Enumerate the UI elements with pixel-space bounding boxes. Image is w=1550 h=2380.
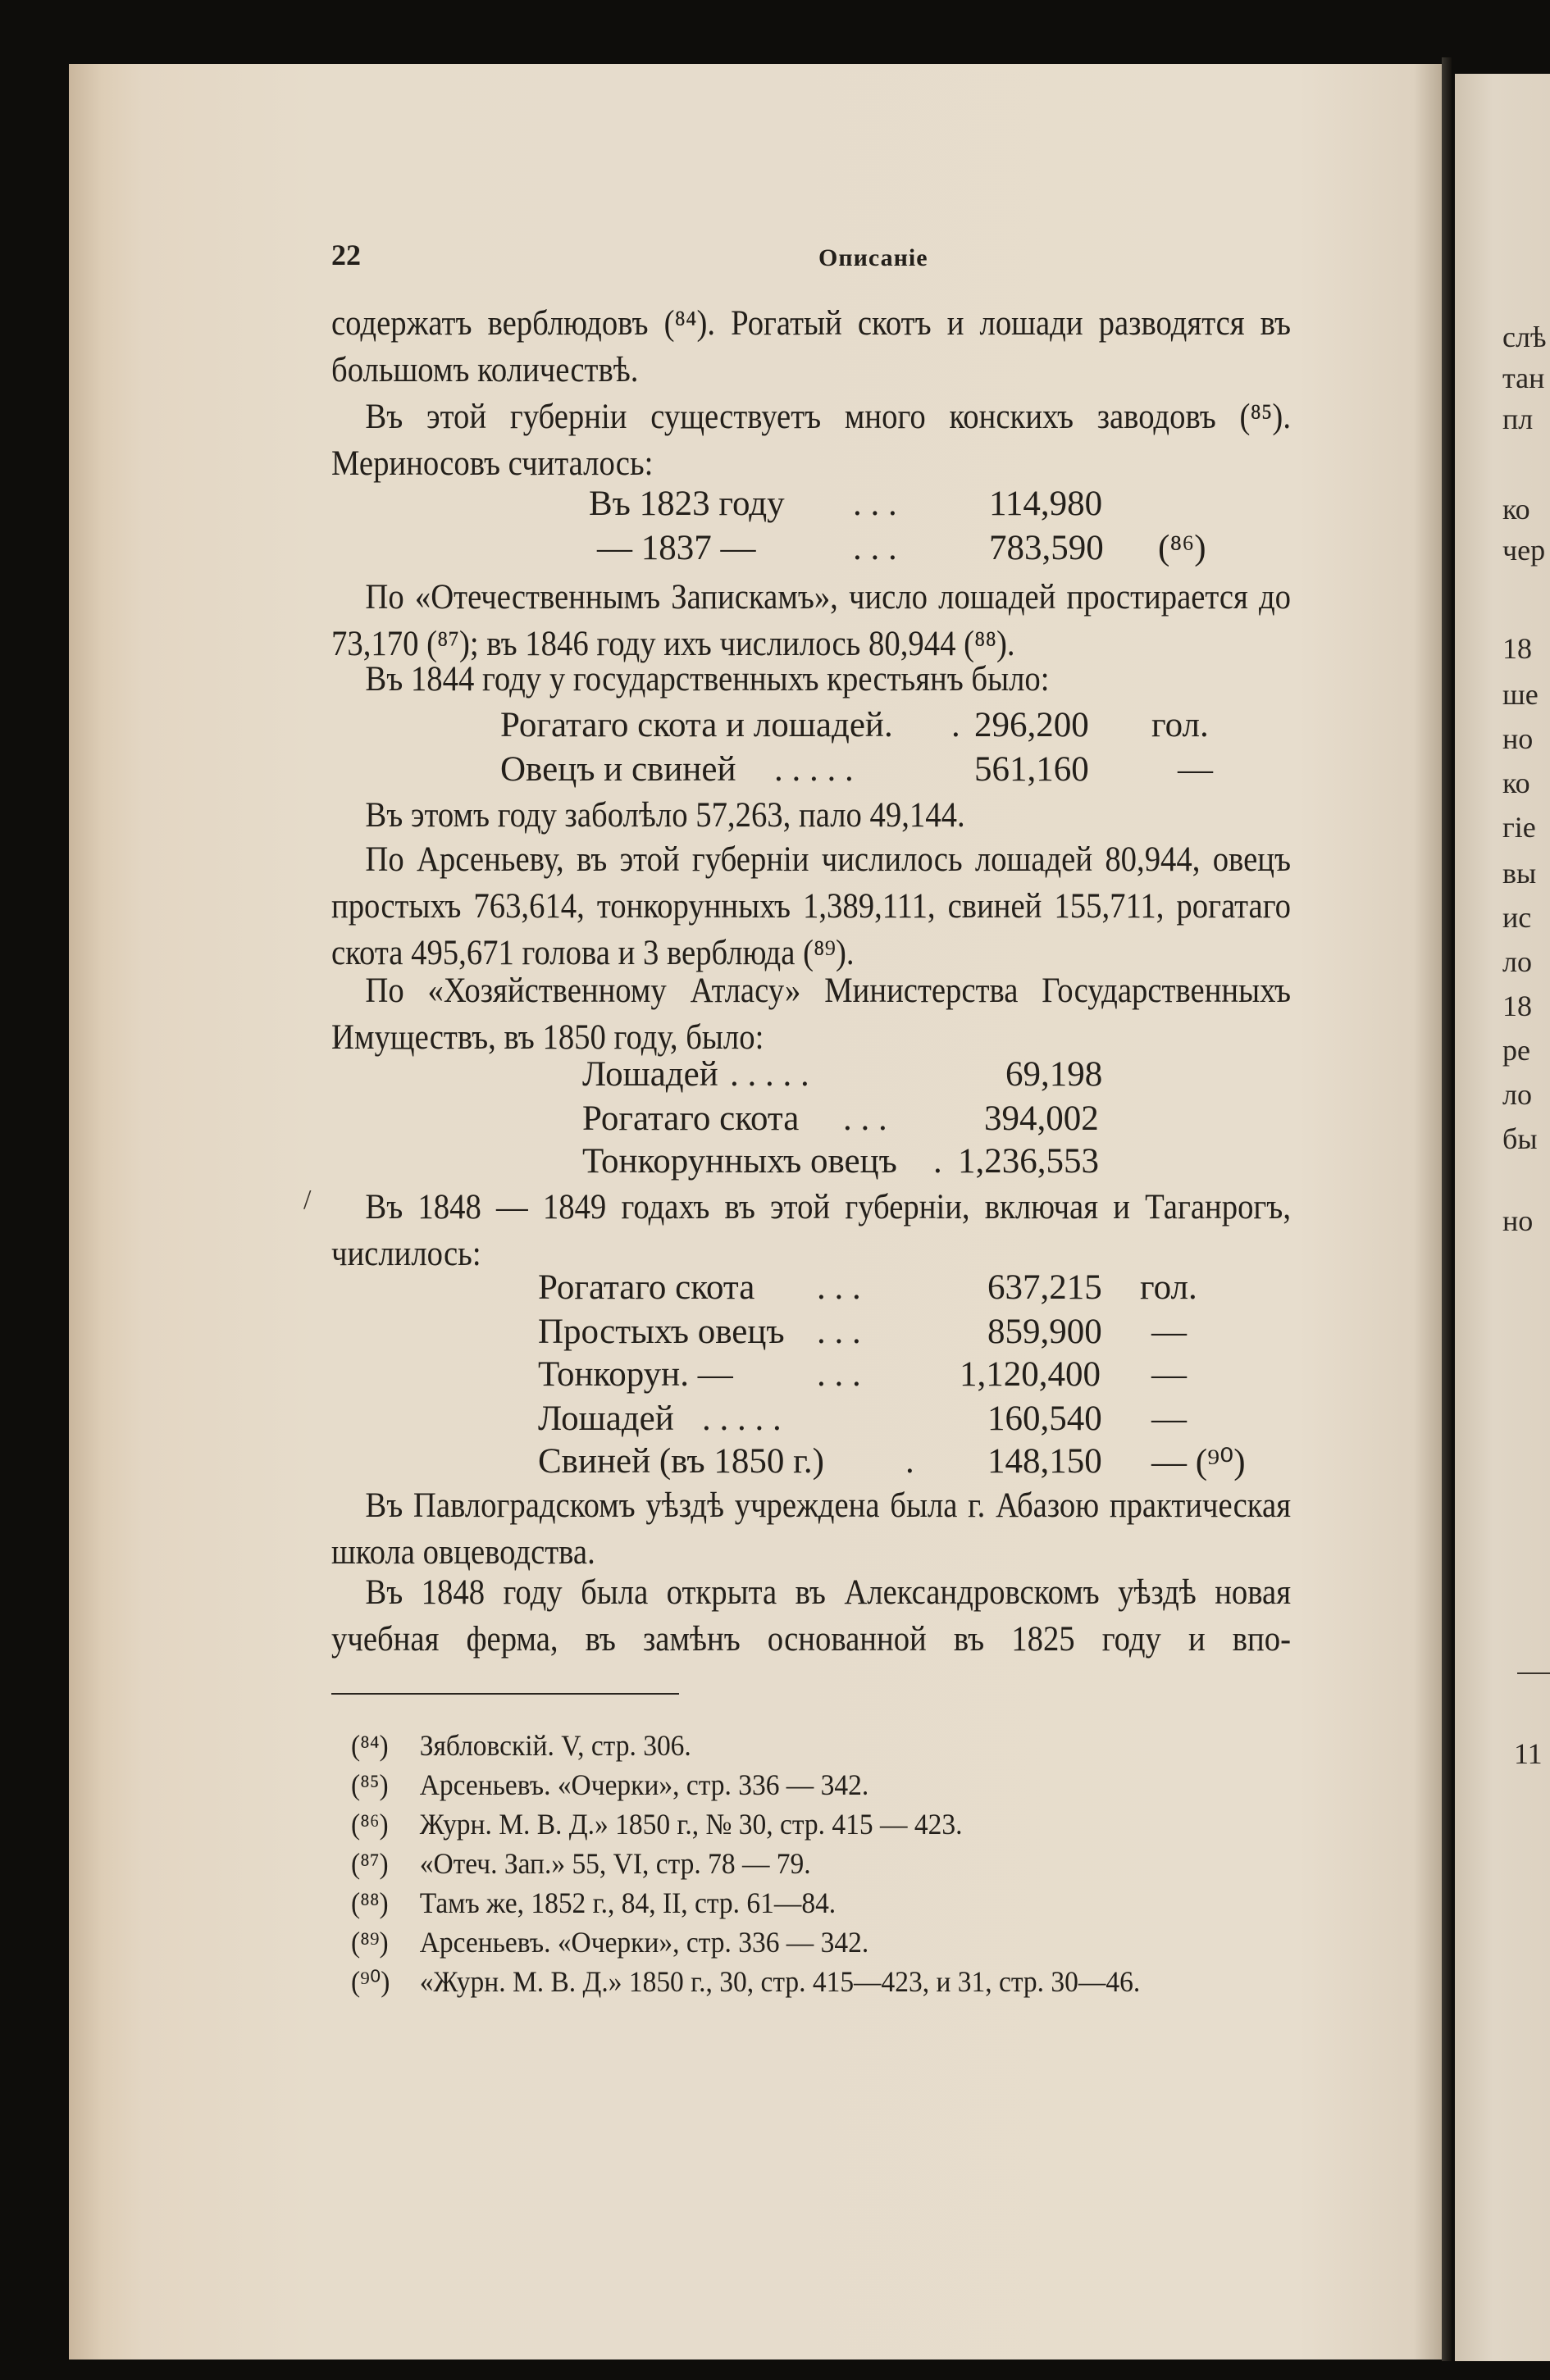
table-value: 637,215 [987,1268,1102,1307]
table-label: Простыхъ овецъ [538,1313,785,1351]
table-value: 394,002 [984,1099,1099,1138]
footnote-mark: (⁸⁹) [351,1926,389,1959]
paragraph-10 [331,1569,1291,1663]
table-dots: . . . . . [702,1399,782,1438]
next-page-fragment: слѣ [1502,321,1547,353]
footnote-text: Тамъ же, 1852 г., 84, II, стр. 61—84. [419,1886,837,1919]
next-page-fragment: чер [1502,534,1546,567]
table-value: 783,590 [989,529,1104,567]
footnote-text: Журн. М. В. Д.» 1850 г., № 30, стр. 415 — 423. [419,1808,963,1841]
table-dots: . . . . . [774,750,854,789]
paragraph-text: Въ 1844 году у государственныхъ крестьянъ было: [365,660,1050,699]
footnote-text: Арсеньевъ. «Очерки», стр. 336 — 342. [419,1768,869,1801]
paragraph-5 [331,792,1291,839]
page-number: 22 [331,239,361,271]
paragraph-text: Въ 1848 году была открыта въ Александровскомъ уѣздѣ новая учебная ферма, въ замѣнъ основанной въ 1825 году и впо- [331,1573,1291,1659]
table-dots: . . . [817,1313,861,1351]
paragraph-4 [331,656,1291,703]
page-gutter [1442,57,1452,2361]
next-page-fragment: гіе [1502,811,1536,844]
table-value: 1,236,553 [958,1142,1099,1181]
next-page-fragment: ко [1502,767,1530,799]
table-unit: гол. [1140,1268,1197,1307]
table-label: Въ 1823 году [589,485,785,523]
next-page-rule [1517,1672,1550,1674]
footnote-mark: (⁸⁷) [351,1847,389,1880]
footnote [351,1964,1140,1999]
table-dots: . . . [853,529,897,567]
stray-margin-mark: / [303,1185,312,1215]
paragraph-text: По «Хозяйственному Атласу» Министерства Государственныхъ Имуществъ, въ 1850 году, было: [331,972,1291,1057]
footnote-rule [331,1693,679,1695]
table-unit: — (⁹⁰) [1151,1443,1246,1481]
next-page-fragment: ис [1502,901,1532,934]
table-value: 160,540 [987,1399,1102,1438]
table-dots: . . . [817,1268,861,1307]
paragraph-7 [331,967,1291,1061]
table-value: 148,150 [987,1442,1102,1481]
paragraph-3 [331,574,1291,667]
paragraph-text: Въ этой губерніи существуетъ много конскихъ заводовъ (⁸⁵). Мериносовъ считалось: [331,398,1291,483]
footnote-text: Зябловскій. V, стр. 306. [419,1729,691,1762]
next-page-fragment: 18 [1502,632,1532,665]
paragraph-text: По «Отечественнымъ Запискамъ», число лошадей простирается до 73,170 (⁸⁷); въ 1846 году ихъ числилось 80,944 (⁸⁸). [331,578,1291,663]
table-label: Лошадей [538,1399,674,1438]
paragraph-1 [331,300,1291,394]
footnote-text: «Отеч. Зап.» 55, VI, стр. 78 — 79. [419,1847,811,1880]
next-page-fragment: но [1502,722,1534,755]
next-page-fragment: ше [1502,678,1539,711]
table-dots: . . . [843,1099,887,1138]
paragraph-text: Въ 1848 — 1849 годахъ въ этой губерніи, включая и Таганрогъ, числилось: [331,1188,1291,1273]
table-label: Рогатаго скота [538,1268,755,1307]
table-label: Тонкорун. — [538,1355,733,1394]
table-label: Овецъ и свиней [500,750,736,789]
table-dots: . [951,706,960,744]
footnote-text: Арсеньевъ. «Очерки», стр. 336 — 342. [419,1926,869,1959]
next-page-fragment: ло [1502,1078,1532,1111]
paragraph-text: По Арсеньеву, въ этой губерніи числилось лошадей 80,944, овецъ простыхъ 763,614, тонкорунныхъ 1,389,111, свиней 155,711, рогатаго скота 495,671 голова и 3 верблюда (⁸⁹). [331,840,1291,972]
table-label: Свиней (въ 1850 г.) [538,1442,824,1481]
table-note: (⁸⁶) [1158,529,1206,567]
paragraph-6 [331,836,1291,976]
table-unit: гол. [1151,706,1209,744]
next-page-fragment: ре [1502,1034,1530,1067]
footnote-mark: (⁸⁴) [351,1729,389,1762]
footnote-text: «Журн. М. В. Д.» 1850 г., 30, стр. 415—423, и 31, стр. 30—46. [419,1965,1141,1998]
footnote [351,1768,868,1802]
table-label: Рогатаго скота и лошадей. [500,706,893,744]
footnote-mark: (⁸⁸) [351,1886,389,1919]
table-unit: — [1151,1399,1187,1438]
next-page-fragment: пл [1502,403,1534,435]
next-page-fragment: 11 [1514,1737,1543,1770]
paragraph-text: Въ Павлоградскомъ уѣздѣ учреждена была г. Абазою практическая школа овцеводства. [331,1486,1291,1572]
table-label: Лошадей [582,1055,718,1094]
footnote [351,1886,836,1920]
table-value: 114,980 [989,485,1103,523]
footnote-mark: (⁸⁶) [351,1808,389,1841]
table-dots: . [933,1142,942,1181]
footnote [351,1807,962,1841]
next-page-fragment: ло [1502,945,1532,978]
paragraph-8 [331,1184,1291,1277]
table-value: 859,900 [987,1313,1102,1351]
table-label: Тонкорунныхъ овецъ [582,1142,897,1181]
footnote-mark: (⁸⁵) [351,1768,389,1801]
paragraph-text: содержатъ верблюдовъ (⁸⁴). Рогатый скотъ и лошади разводятся въ большомъ количествѣ. [331,304,1291,389]
next-page-fragment: бы [1502,1122,1538,1155]
table-value: 1,120,400 [960,1355,1101,1394]
table-unit: — [1178,750,1213,789]
table-value: 296,200 [974,706,1089,744]
footnote [351,1728,691,1763]
footnote [351,1925,868,1959]
next-page-fragment: вы [1502,857,1537,890]
paragraph-2 [331,394,1291,487]
table-label: Рогатаго скота [582,1099,800,1138]
footnote [351,1846,811,1881]
table-label: — 1837 — [597,529,756,567]
table-dots: . . . [853,485,897,523]
table-unit: — [1151,1355,1187,1394]
next-page-fragment: тан [1502,362,1545,394]
paragraph-text: Въ этомъ году заболѣло 57,263, пало 49,144. [365,796,965,835]
next-page-fragment: но [1502,1204,1534,1237]
table-value: 561,160 [974,750,1089,789]
paragraph-9 [331,1482,1291,1576]
table-unit: — [1151,1313,1187,1351]
next-page-fragment: ко [1502,493,1530,526]
table-dots: . [905,1442,914,1481]
running-title: Описаніе [818,244,928,271]
table-dots: . . . [817,1355,861,1394]
footnote-mark: (⁹⁰) [351,1965,390,1998]
table-value: 69,198 [1005,1055,1103,1094]
next-page-fragment: 18 [1502,990,1532,1022]
table-dots: . . . . . [730,1055,809,1094]
